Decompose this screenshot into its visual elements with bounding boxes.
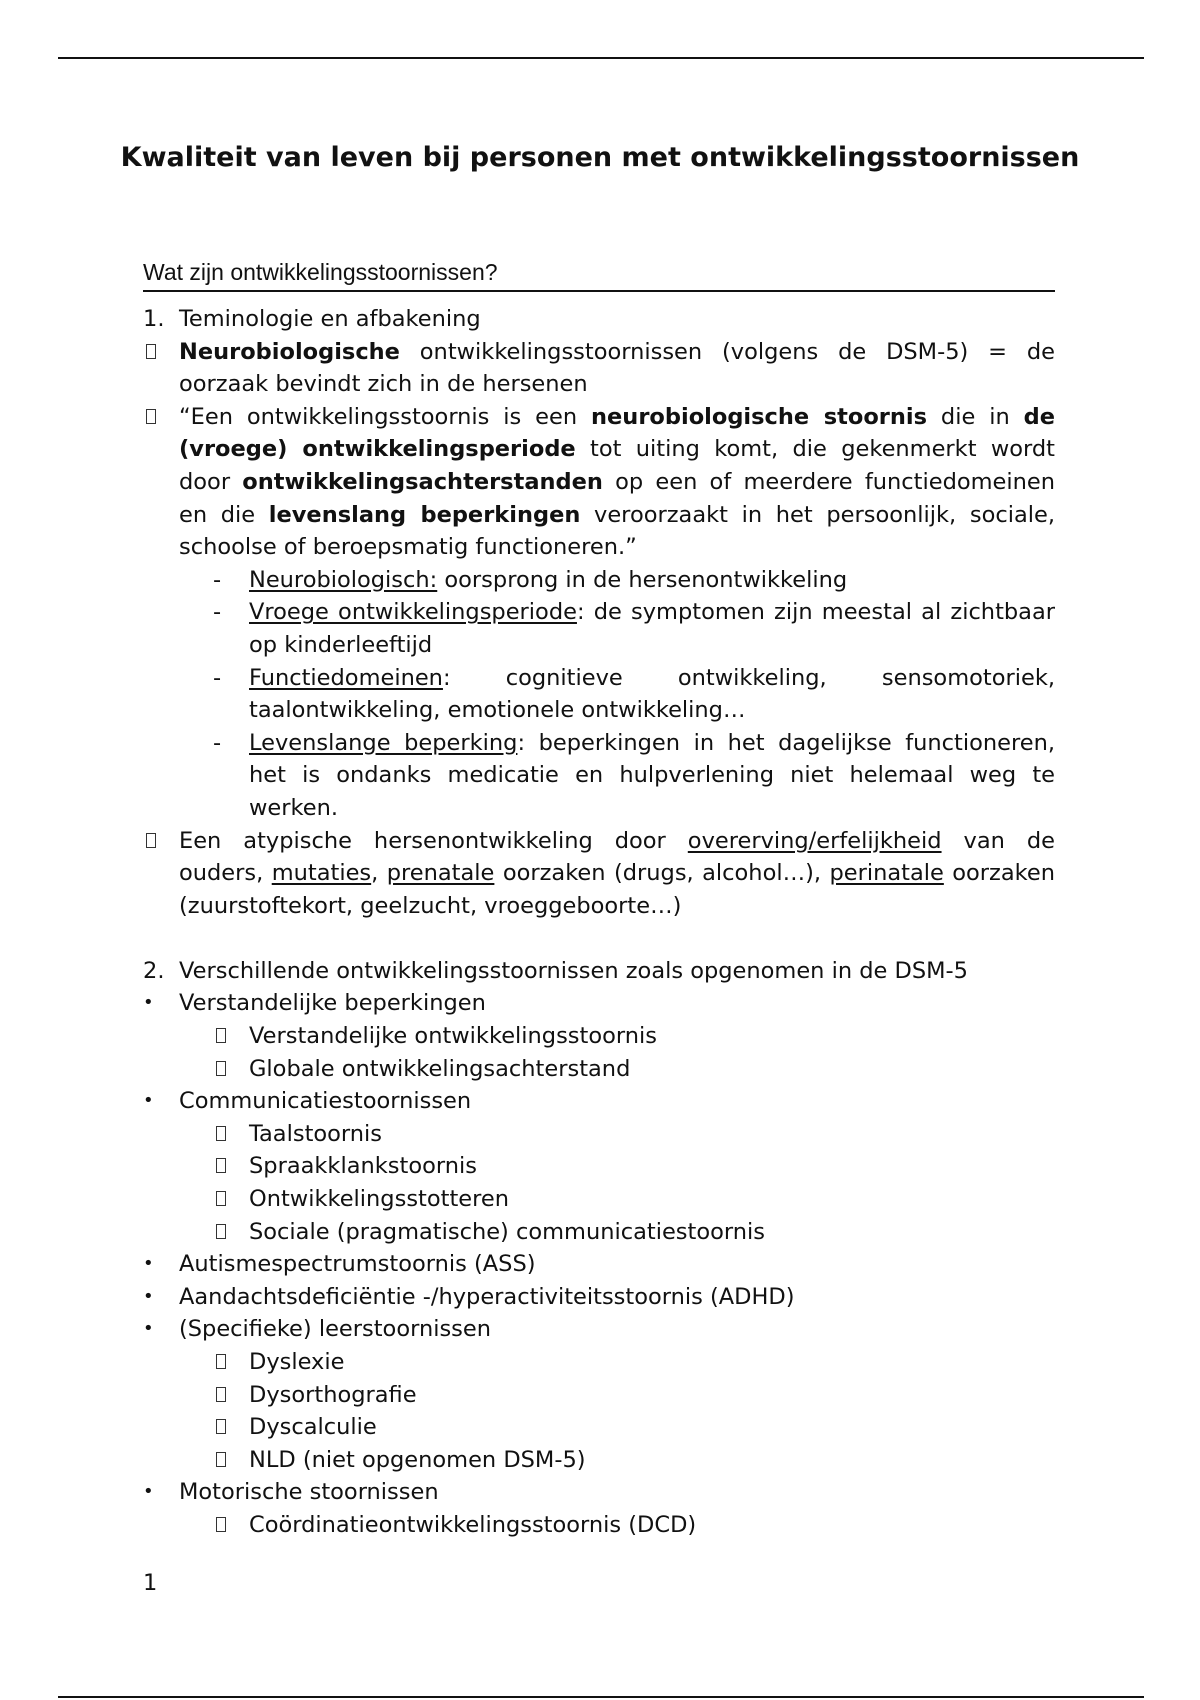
list-item: [143, 825, 1055, 923]
item-atypische: Een atypische hersenontwikkeling door overerving/erfelijkheid van de ouders, mutaties, prenatale oorzaken (drugs, alcohol…), perinatale oorzaken (zuurstoftekort, geelzucht, vroeggeboorte…): [179, 827, 1055, 919]
square-bullet-icon: [213, 1379, 249, 1412]
square-bullet-icon: [213, 1216, 249, 1249]
category-item: • (Specifieke) leerstoornissen: [143, 1313, 1055, 1346]
page-number: 1: [143, 1570, 158, 1596]
bullet-marker: •: [143, 1481, 154, 1503]
square-bullet-icon: [213, 1118, 249, 1151]
sub-list-item: - Functiedomeinen: cognitieve ontwikkeling, sensomotoriek, taalontwikkeling, emotionele ontwikkeling…: [143, 662, 1055, 727]
bullet-marker: •: [143, 1285, 154, 1307]
section2-heading: [143, 955, 1055, 988]
sub-list-item: Dyslexie: [143, 1346, 1055, 1379]
list-item: [143, 401, 1055, 564]
dash-marker: -: [213, 729, 222, 756]
item-definition-quote: “Een ontwikkelingsstoornis is een neurobiologische stoornis die in de (vroege) ontwikkelingsperiode tot uiting komt, die gekenmerkt wordt door ontwikkelingsachterstanden op een of meerdere functiedomeinen en die levenslang beperkingen veroorzaakt in het persoonlijk, sociale, schoolse of beroepsmatig functioneren.”: [179, 403, 1055, 561]
square-bullet-icon: [213, 1183, 249, 1216]
square-bullet-icon: [143, 401, 179, 564]
sub-list-item: NLD (niet opgenomen DSM-5): [143, 1444, 1055, 1477]
square-bullet-icon: [213, 1411, 249, 1444]
bullet-marker: •: [143, 1318, 154, 1340]
section2-heading-text: Verschillende ontwikkelingsstoornissen zoals opgenomen in de DSM-5: [179, 957, 968, 984]
bullet-marker: •: [143, 992, 154, 1014]
dash-marker: -: [213, 566, 222, 593]
sub-list-item: - Vroege ontwikkelingsperiode: de symptomen zijn meestal al zichtbaar op kinderleeftijd: [143, 596, 1055, 661]
list-number: 1.: [143, 306, 165, 332]
dash-marker: -: [213, 664, 222, 691]
list-item: [143, 336, 1055, 401]
bullet-marker: •: [143, 1253, 154, 1275]
header-rule: [58, 57, 1144, 59]
square-bullet-icon: [213, 1053, 249, 1086]
sub-list-item: Spraakklankstoornis: [143, 1150, 1055, 1183]
square-bullet-icon: [213, 1444, 249, 1477]
sub-list-item: - Levenslange beperking: beperkingen in het dagelijkse functioneren, het is ondanks medicatie en hulpverlening niet helemaal weg te werken.: [143, 727, 1055, 825]
sub-list-item: Dysorthografie: [143, 1379, 1055, 1412]
bullet-marker: •: [143, 1090, 154, 1112]
item-neurobiologische: Neurobiologische ontwikkelingsstoornissen (volgens de DSM-5) = de oorzaak bevindt zich in de hersenen: [179, 338, 1055, 398]
square-bullet-icon: [213, 1150, 249, 1183]
square-bullet-icon: [143, 336, 179, 401]
sub-list-item: - Neurobiologisch: oorsprong in de hersenontwikkeling: [143, 564, 1055, 597]
sub-list-item: Dyscalculie: [143, 1411, 1055, 1444]
category-item: • Verstandelijke beperkingen: [143, 987, 1055, 1020]
square-bullet-icon: [213, 1346, 249, 1379]
category-item: • Motorische stoornissen: [143, 1476, 1055, 1509]
footer-rule: [58, 1696, 1144, 1698]
sub-list-item: Ontwikkelingsstotteren: [143, 1183, 1055, 1216]
sub-list-item: Taalstoornis: [143, 1118, 1055, 1151]
document-body: [143, 303, 1055, 1542]
category-item: • Aandachtsdeficiëntie -/hyperactiviteitsstoornis (ADHD): [143, 1281, 1055, 1314]
sub-list-item: Coördinatieontwikkelingsstoornis (DCD): [143, 1509, 1055, 1542]
dash-marker: -: [213, 599, 222, 626]
sub-list-item: Verstandelijke ontwikkelingsstoornis: [143, 1020, 1055, 1053]
square-bullet-icon: [213, 1509, 249, 1542]
square-bullet-icon: [213, 1020, 249, 1053]
section1-heading: [143, 303, 1055, 336]
sub-list-item: Sociale (pragmatische) communicatiestoornis: [143, 1216, 1055, 1249]
section-heading: Wat zijn ontwikkelingsstoornissen?: [143, 256, 1055, 292]
section1-heading-text: Teminologie en afbakening: [179, 306, 481, 332]
category-item: • Autismespectrumstoornis (ASS): [143, 1248, 1055, 1281]
list-number: 2.: [143, 957, 165, 984]
category-item: • Communicatiestoornissen: [143, 1085, 1055, 1118]
square-bullet-icon: [143, 825, 179, 923]
page-title: Kwaliteit van leven bij personen met ontwikkelingsstoornissen: [120, 142, 1080, 173]
sub-list-item: Globale ontwikkelingsachterstand: [143, 1053, 1055, 1086]
